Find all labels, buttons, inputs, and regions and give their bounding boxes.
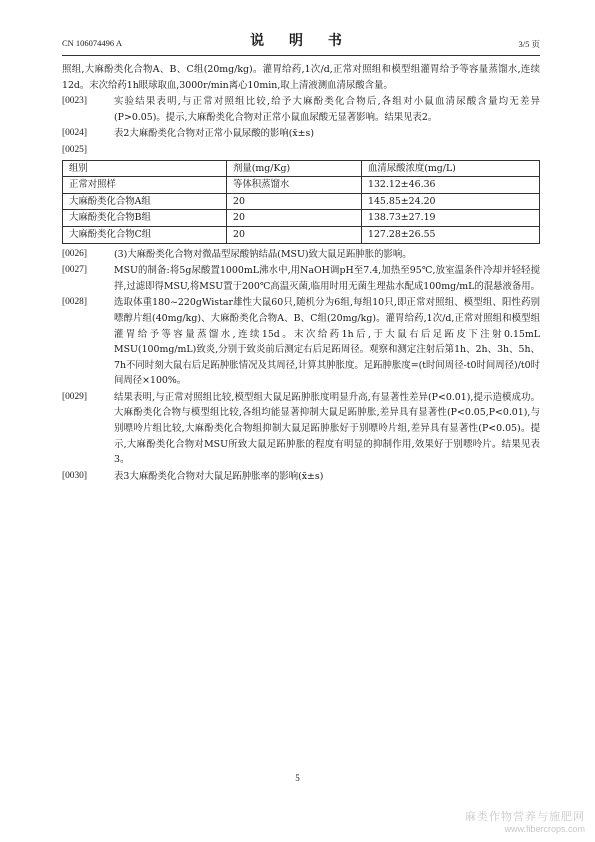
header-divider [62,55,540,56]
page-count: 3/5 页 [518,39,540,49]
document-title: 说 明 书 [250,33,352,49]
intro-paragraph: 照组,大麻酚类化合物A、B、C组(20mg/kg)。灌胃给药,1次/d,正常对照组和模型组灌胃给予等容量蒸馏水,连续12d。末次给药1h眼球取血,3000r/min离心10min,取上清液测血清尿酸含量。 [62,64,540,91]
cell-uric-acid: 127.28±26.55 [362,226,540,243]
paragraph-number: [0028] [62,297,87,308]
cell-group: 正常对照样 [63,177,227,194]
column-header-dose: 剂量(mg/Kg) [227,160,362,177]
table-3-caption: 表3大麻酚类化合物对大鼠足跖肿胀率的影响(x̄±s) [114,470,324,482]
cell-dose: 20 [227,193,362,210]
table-header-row [63,160,540,177]
paragraph-0027 [62,263,540,294]
paragraph-number: [0023] [62,96,87,107]
paragraph-number: [0027] [62,265,87,276]
paragraph-number: [0025] [62,144,87,155]
table-row [63,177,540,194]
cell-group: 大麻酚类化合物A组 [63,193,227,210]
paragraph-0028 [62,295,540,389]
paragraph-0026 [62,247,540,263]
cell-dose: 20 [227,210,362,227]
document-body [62,62,540,485]
table-2 [62,160,540,244]
cell-group: 大麻酚类化合物C组 [63,226,227,243]
cell-dose: 20 [227,226,362,243]
paragraph-0023 [62,94,540,125]
cell-group: 大麻酚类化合物B组 [63,210,227,227]
paragraph-text: MSU的制备:将5g尿酸置1000mL沸水中,用NaOH调pH至7.4,加热至95℃,放室温条件冷却并轻轻搅拌,过滤即得MSU,将MSU置于200℃高温灭菌,临用时用无菌生理盐水配成100mg/mL的混悬液备用。 [114,265,540,292]
paragraph-number: [0030] [62,470,87,481]
paragraph-number: [0026] [62,248,87,259]
table-2-caption: 表2大麻酚类化合物对正常小鼠尿酸的影响(x̄±s) [114,128,314,140]
cell-uric-acid: 138.73±27.19 [362,210,540,227]
cell-dose: 等体积蒸馏水 [227,177,362,194]
watermark [465,808,585,834]
page-header [62,28,540,52]
watermark-url: www.fibercrops.com [504,824,585,834]
paragraph-text: 结果表明,与正常对照组比较,模型组大鼠足跖肿胀度明显升高,有显著性差异(P<0.01),提示造模成功。大麻酚类化合物与模型组比较,各组均能显著抑制大鼠足跖肿胀,差异具有显著性(P<0.05,P<0.01),与别嘌呤片组比较,大麻酚类化合物组抑制大鼠足跖肿胀好于别嘌呤片组,差异具有显著性(P<0.05)。提示,大麻酚类化合物对MSU所致大鼠足跖肿胀的程度有明显的抑制作用,效果好于别嘌呤片。结果见表3。 [114,391,540,466]
paragraph-0025 [62,143,540,159]
paragraph-0029 [62,390,540,468]
paragraph-0024 [62,126,540,142]
column-header-group: 组别 [63,160,227,177]
table-row [63,193,540,210]
table-row [63,226,540,243]
watermark-site-name: 麻类作物营养与施肥网 [465,810,585,823]
table-row [63,210,540,227]
paragraph-number: [0024] [62,128,87,139]
paragraph-0030 [62,469,540,485]
cell-uric-acid: 145.85±24.20 [362,193,540,210]
paragraph-text: 选取体重180~220gWistar雄性大鼠60只,随机分为6组,每组10只,即正常对照组、模型组、阳性药别嘌醇片组(40mg/kg)、大麻酚类化合物A、B、C组(20mg/kg)。灌胃给药,1次/d,正常对照组和模型组灌胃给予等容量蒸馏水,连续15d。末次给药1h后,于大鼠右后足跖皮下注射0.15mL MSU(100mg/mL)致炎,分别于致炎前后测定右后足跖周径。观察和测定注射后第1h、2h、3h、5h、7h不同时刻大鼠右后足跖肿胀情况及其周径,计算其肿胀度。足跖肿胀度=(t时间周径-t0时间周径)/t0时间周径×100%。 [114,297,540,387]
paragraph-number: [0029] [62,391,87,402]
publication-number: CN 106074496 A [62,38,122,48]
column-header-uric-acid: 血清尿酸浓度(mg/L) [362,160,540,177]
paragraph-text: (3)大麻酚类化合物对微晶型尿酸钠结晶(MSU)致大鼠足跖肿胀的影响。 [114,248,412,260]
page-number: 5 [295,773,300,783]
paragraph-text: 实验结果表明,与正常对照组比较,给予大麻酚类化合物后,各组对小鼠血清尿酸含量均无差异(P>0.05)。提示,大麻酚类化合物对正常小鼠血尿酸无显著影响。结果见表2。 [114,96,540,123]
cell-uric-acid: 132.12±46.36 [362,177,540,194]
